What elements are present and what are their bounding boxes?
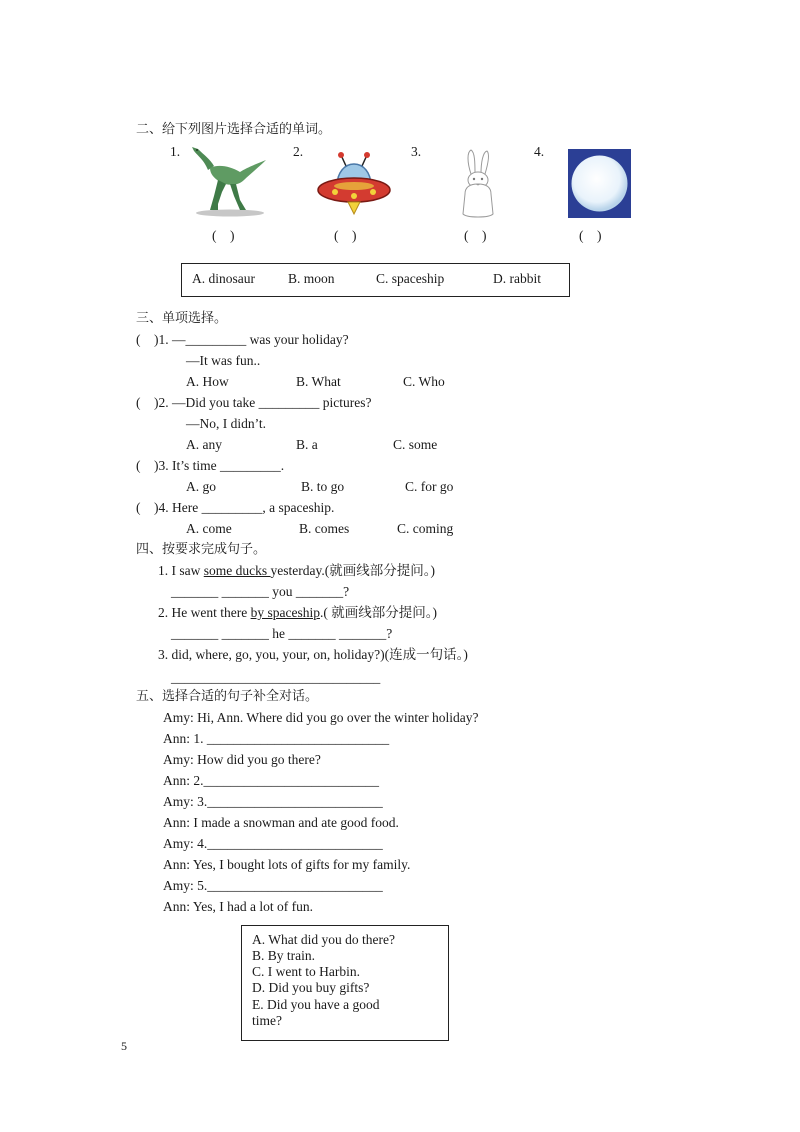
sentence-2-underlined: by spaceship xyxy=(250,605,320,620)
sentence-option-d: D. Did you buy gifts? xyxy=(252,980,370,995)
question-2-option-c: C. some xyxy=(393,437,438,452)
dialogue-line-4: Ann: 2.__________________________ xyxy=(163,773,379,788)
page-number: 5 xyxy=(121,1039,127,1053)
answer-bracket-2: ( ) xyxy=(334,228,357,243)
question-4-stem: ( )4. Here _________, a spaceship. xyxy=(136,500,335,515)
dialogue-line-6: Ann: I made a snowman and ate good food. xyxy=(163,815,399,830)
sentence-3: 3. did, where, go, you, your, on, holiday?)(连成一句话。) xyxy=(158,647,468,662)
sentence-1-underlined: some ducks xyxy=(203,563,271,578)
dialogue-line-5: Amy: 3.__________________________ xyxy=(163,794,383,809)
section3-heading: 三、单项选择。 xyxy=(136,311,228,326)
question-3-option-b: B. to go xyxy=(301,479,345,494)
picture-number-3: 3. xyxy=(411,144,422,159)
sentence-2-answer-line: _______ _______ he _______ _______? xyxy=(171,626,393,641)
sentence-2-start: 2. He went there xyxy=(158,605,251,620)
word-option-d: D. rabbit xyxy=(493,271,541,286)
sentence-option-e: E. Did you have a good xyxy=(252,997,380,1012)
question-2-option-a: A. any xyxy=(186,437,222,452)
dialogue-line-7: Amy: 4.__________________________ xyxy=(163,836,383,851)
picture-number-2: 2. xyxy=(293,144,304,159)
answer-bracket-1: ( ) xyxy=(212,228,235,243)
word-option-a: A. dinosaur xyxy=(192,271,255,286)
sentence-option-e-continued: time? xyxy=(252,1013,282,1028)
question-1-reply: —It was fun.. xyxy=(186,353,261,368)
answer-bracket-4: ( ) xyxy=(579,228,602,243)
question-2-stem: ( )2. —Did you take _________ pictures? xyxy=(136,395,372,410)
dialogue-line-3: Amy: How did you go there? xyxy=(163,752,321,767)
sentence-2-instruction: .( 就画线部分提问。) xyxy=(319,605,437,620)
question-4-option-c: C. coming xyxy=(397,521,454,536)
sentence-option-b: B. By train. xyxy=(252,948,315,963)
moon-picture xyxy=(568,149,631,218)
dialogue-line-8: Ann: Yes, I bought lots of gifts for my family. xyxy=(163,857,411,872)
question-2-option-b: B. a xyxy=(296,437,318,452)
dialogue-line-10: Ann: Yes, I had a lot of fun. xyxy=(163,899,313,914)
dinosaur-picture xyxy=(188,146,268,218)
picture-number-4: 4. xyxy=(534,144,545,159)
picture-number-1: 1. xyxy=(170,144,181,159)
spaceship-picture xyxy=(315,152,393,220)
dialogue-line-1: Amy: Hi, Ann. Where did you go over the winter holiday? xyxy=(163,710,479,725)
sentence-1-instruction: yesterday.(就画线部分提问。) xyxy=(270,563,435,578)
word-option-b: B. moon xyxy=(288,271,335,286)
question-3-option-c: C. for go xyxy=(405,479,454,494)
section2-heading: 二、给下列图片选择合适的单词。 xyxy=(136,122,332,137)
question-1-stem: ( )1. —_________ was your holiday? xyxy=(136,332,349,347)
section4-heading: 四、按要求完成句子。 xyxy=(136,542,267,557)
question-4-option-a: A. come xyxy=(186,521,232,536)
sentence-option-a: A. What did you do there? xyxy=(252,932,395,947)
sentence-1-answer-line: _______ _______ you _______? xyxy=(171,584,350,599)
sentence-1 xyxy=(158,563,435,579)
dialogue-line-9: Amy: 5.__________________________ xyxy=(163,878,383,893)
sentence-option-c: C. I went to Harbin. xyxy=(252,964,360,979)
word-option-c: C. spaceship xyxy=(376,271,445,286)
question-3-stem: ( )3. It’s time _________. xyxy=(136,458,285,473)
sentence-3-answer-line: _______________________________ xyxy=(171,670,381,685)
sentence-2 xyxy=(158,605,437,621)
dialogue-line-2: Ann: 1. ___________________________ xyxy=(163,731,390,746)
sentence-1-start: 1. I saw xyxy=(158,563,204,578)
question-1-option-a: A. How xyxy=(186,374,229,389)
question-2-reply: —No, I didn’t. xyxy=(186,416,266,431)
answer-bracket-3: ( ) xyxy=(464,228,487,243)
question-1-option-b: B. What xyxy=(296,374,341,389)
question-1-option-c: C. Who xyxy=(403,374,445,389)
rabbit-picture xyxy=(455,148,501,220)
question-4-option-b: B. comes xyxy=(299,521,350,536)
question-3-option-a: A. go xyxy=(186,479,216,494)
section5-heading: 五、选择合适的句子补全对话。 xyxy=(136,689,319,704)
